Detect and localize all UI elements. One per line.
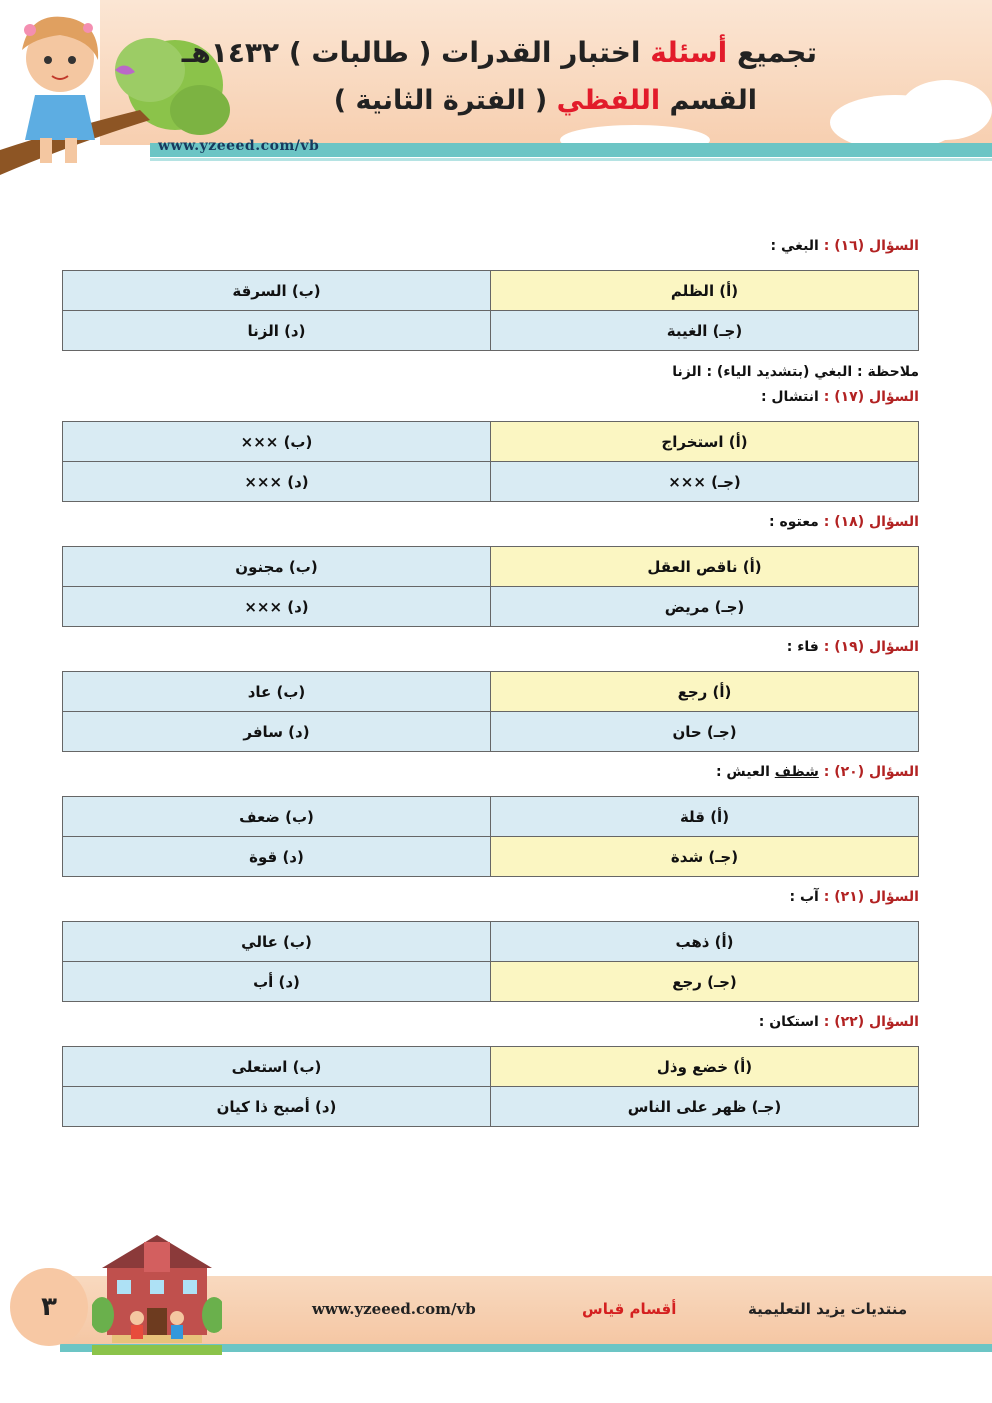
- option-d: (د) أصبح ذا كيان: [63, 1087, 491, 1127]
- option-d: (د) الزنا: [63, 311, 491, 351]
- page-header: [0, 0, 992, 200]
- option-b: (ب) ضعف: [63, 797, 491, 837]
- question-title: السؤال (٢٢) : استكان :: [758, 1014, 919, 1030]
- options-table: [62, 270, 919, 351]
- document-subtitle: القسم اللفظي ( الفترة الثانية ): [333, 85, 757, 116]
- questions-content: [62, 232, 919, 1137]
- option-c: (جـ) شدة: [491, 837, 919, 877]
- options-table: [62, 546, 919, 627]
- footer-forum-name: منتديات يزيد التعليمية: [748, 1300, 908, 1318]
- option-b: (ب) مجنون: [63, 547, 491, 587]
- question-title: السؤال (١٦) : البغي :: [770, 238, 919, 254]
- option-a: (أ) استخراج: [491, 422, 919, 462]
- option-a: (أ) ناقص العقل: [491, 547, 919, 587]
- option-c: (جـ) الغيبة: [491, 311, 919, 351]
- options-table: [62, 921, 919, 1002]
- footer-website-link[interactable]: www.yzeeed.com/vb: [312, 1300, 476, 1318]
- option-a: (أ) قلة: [491, 797, 919, 837]
- option-a: (أ) ذهب: [491, 922, 919, 962]
- option-b: (ب) ×××: [63, 422, 491, 462]
- option-c: (جـ) ×××: [491, 462, 919, 502]
- option-a: (أ) خضع وذل: [491, 1047, 919, 1087]
- options-table: [62, 796, 919, 877]
- option-d: (د) سافر: [63, 712, 491, 752]
- question-title: السؤال (١٨) : معتوه :: [769, 514, 919, 530]
- question-title: السؤال (٢١) : آب :: [789, 889, 919, 905]
- cloud-decoration: [900, 80, 992, 140]
- question-title: السؤال (١٩) : فاء :: [786, 639, 919, 655]
- option-d: (د) ×××: [63, 587, 491, 627]
- option-c: (جـ) رجع: [491, 962, 919, 1002]
- option-c: (جـ) مريض: [491, 587, 919, 627]
- footer-section-label: أقسام قياس: [582, 1300, 677, 1318]
- options-table: [62, 1046, 919, 1127]
- page-footer: [0, 1260, 992, 1403]
- document-title: تجميع أسئلة اختبار القدرات ( طالبات ) ١٤٣٢هـ: [181, 36, 817, 69]
- question-title: السؤال (٢٠) : شظف العيش :: [715, 764, 919, 780]
- option-d: (د) ×××: [63, 462, 491, 502]
- option-d: (د) أب: [63, 962, 491, 1002]
- option-d: (د) قوة: [63, 837, 491, 877]
- option-b: (ب) السرقة: [63, 271, 491, 311]
- options-table: [62, 421, 919, 502]
- option-b: (ب) عاد: [63, 672, 491, 712]
- page-number: ٣: [10, 1268, 88, 1346]
- option-b: (ب) استعلى: [63, 1047, 491, 1087]
- option-c: (جـ) ظهر على الناس: [491, 1087, 919, 1127]
- option-c: (جـ) حان: [491, 712, 919, 752]
- question-title: السؤال (١٧) : انتشال :: [760, 389, 919, 405]
- school-illustration: [92, 1230, 222, 1365]
- option-a: (أ) رجع: [491, 672, 919, 712]
- option-b: (ب) عالي: [63, 922, 491, 962]
- header-website-link[interactable]: www.yzeeed.com/vb: [158, 138, 320, 154]
- header-stripe-light: [150, 158, 992, 161]
- options-table: [62, 671, 919, 752]
- note-text: ملاحظة : البغي (بتشديد الياء) : الزنا: [672, 364, 919, 380]
- option-a: (أ) الظلم: [491, 271, 919, 311]
- girl-on-branch-illustration: [0, 0, 240, 200]
